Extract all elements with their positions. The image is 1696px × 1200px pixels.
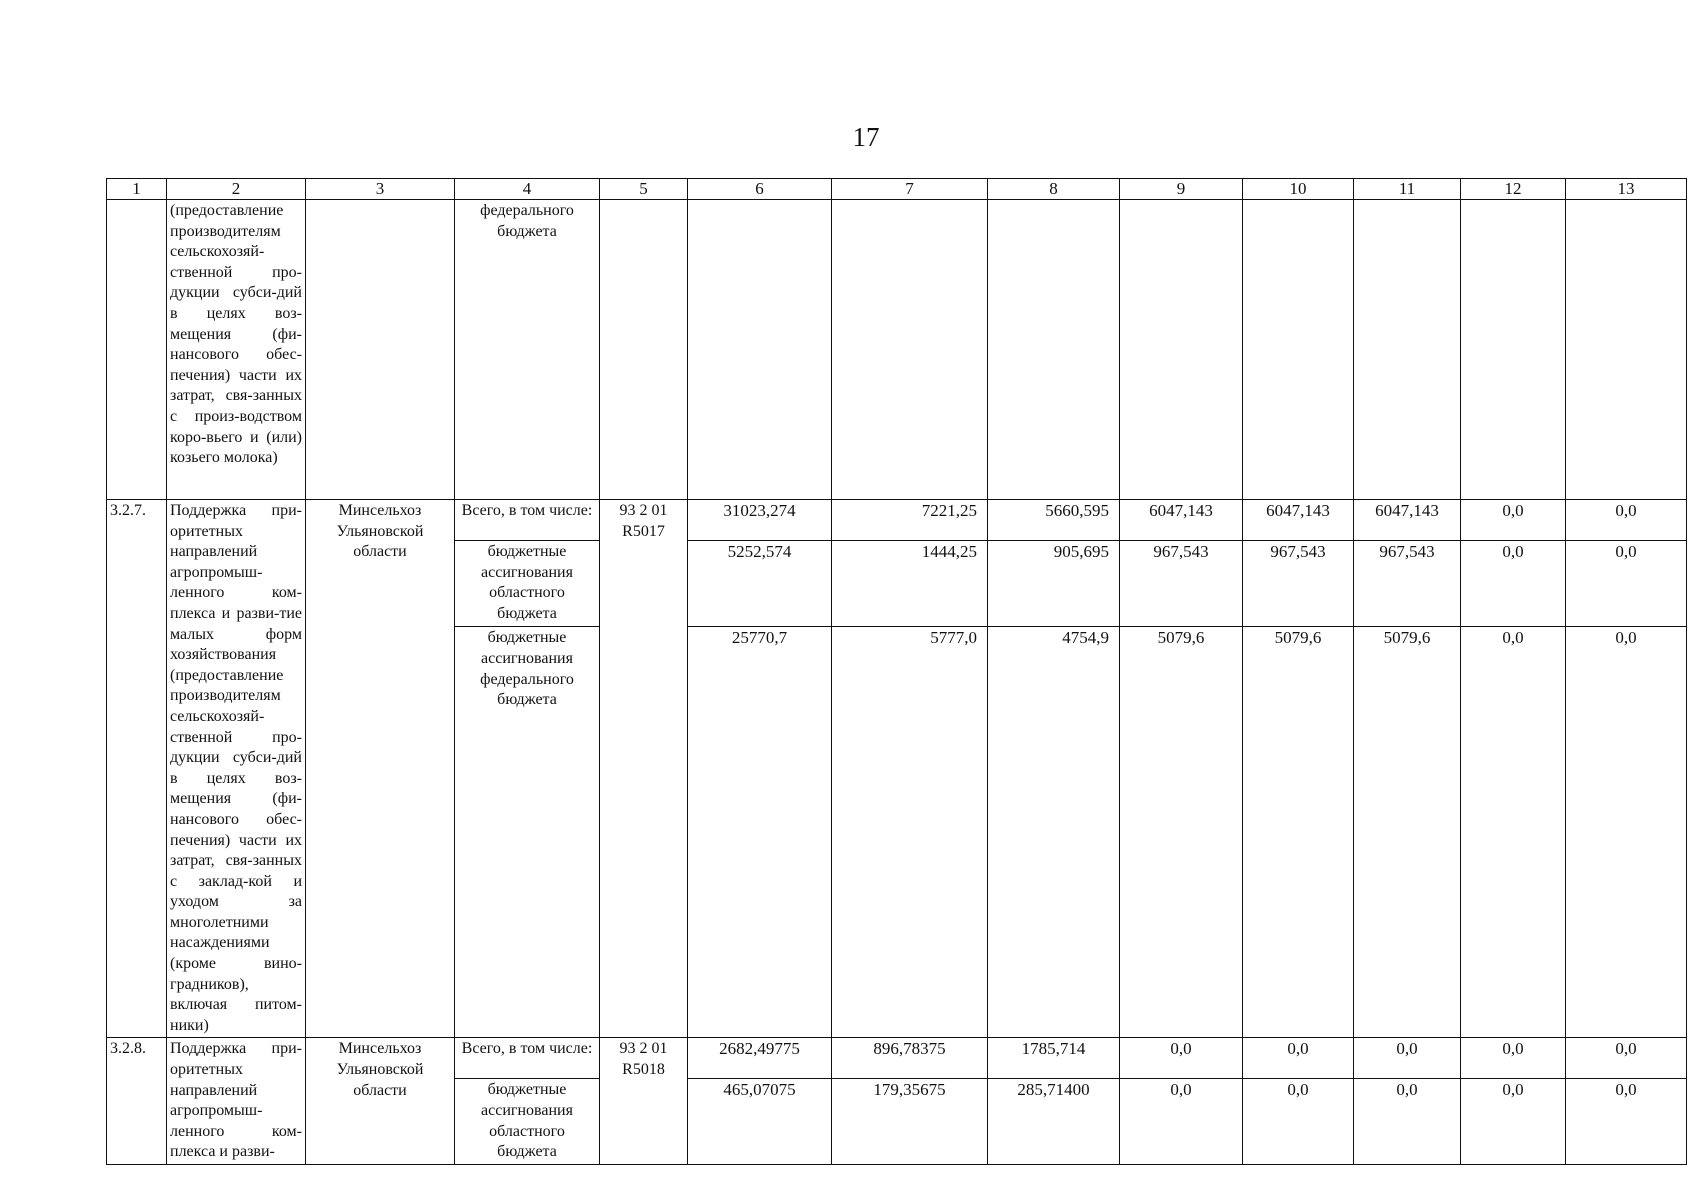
value: 1444,25 (832, 541, 988, 627)
executor: Минсельхоз Ульяновской области (306, 500, 455, 1038)
value: 0,0 (1120, 1038, 1243, 1079)
funding-source: бюджетные ассигнования областного бюджета (455, 1079, 600, 1165)
value: 0,0 (1566, 1038, 1687, 1079)
header-cell: 9 (1120, 179, 1243, 200)
header-cell: 4 (455, 179, 600, 200)
value-total: 31023,274 (688, 500, 832, 541)
value: 0,0 (1566, 627, 1687, 1038)
measure-number: 3.2.7. (107, 500, 167, 1038)
value: 465,07075 (688, 1079, 832, 1165)
header-cell: 2 (167, 179, 306, 200)
header-cell: 1 (107, 179, 167, 200)
budget-code: 93 2 01 R5017 (600, 500, 688, 1038)
value: 0,0 (1461, 541, 1566, 627)
budget-code: 93 2 01 R5018 (600, 1038, 688, 1165)
table-row-continuation (107, 200, 1687, 500)
funding-source: бюджетные ассигнования областного бюджета (455, 541, 600, 627)
value: 4754,9 (988, 627, 1120, 1038)
measure-description: Поддержка при-оритетных направлений агропромыш-ленного ком-плекса и разви- (167, 1038, 306, 1165)
value: 179,35675 (832, 1079, 988, 1165)
value: 967,543 (1120, 541, 1243, 627)
value: 0,0 (1566, 541, 1687, 627)
value: 0,0 (1461, 500, 1566, 541)
value: 6047,143 (1354, 500, 1461, 541)
value: 2682,49775 (688, 1038, 832, 1079)
measure-description: Поддержка при-оритетных направлений агропромыш-ленного ком-плекса и разви-тие малых форм хозяйствования (предоставление производителям сельскохозяй-ственной про-дукции субси-дий в целях воз-мещения (фи-нансового обес-печения) части их затрат, свя-занных с заклад-кой и уходом за многолетними насаждениями (кроме вино-градников), включая питом-ники) (167, 500, 306, 1038)
value: 0,0 (1566, 500, 1687, 541)
value: 0,0 (1566, 1079, 1687, 1165)
value: 0,0 (1354, 1079, 1461, 1165)
value: 5660,595 (988, 500, 1120, 541)
value: 285,71400 (988, 1079, 1120, 1165)
value: 5252,574 (688, 541, 832, 627)
budget-table (106, 178, 1687, 1165)
value: 25770,7 (688, 627, 832, 1038)
value: 0,0 (1243, 1079, 1354, 1165)
funding-source: федерального бюджета (455, 200, 600, 500)
value: 5777,0 (832, 627, 988, 1038)
measure-number: 3.2.8. (107, 1038, 167, 1165)
table-row (107, 1038, 1687, 1079)
value: 0,0 (1243, 1038, 1354, 1079)
value: 905,695 (988, 541, 1120, 627)
header-cell: 12 (1461, 179, 1566, 200)
value: 6047,143 (1120, 500, 1243, 541)
page-number: 17 (852, 122, 880, 152)
value: 967,543 (1243, 541, 1354, 627)
value: 967,543 (1354, 541, 1461, 627)
header-cell: 13 (1566, 179, 1687, 200)
value: 6047,143 (1243, 500, 1354, 541)
header-cell: 8 (988, 179, 1120, 200)
header-cell: 11 (1354, 179, 1461, 200)
funding-source: бюджетные ассигнования федерального бюджета (455, 627, 600, 1038)
value: 1785,714 (988, 1038, 1120, 1079)
funding-source: Всего, в том числе: (455, 1038, 600, 1079)
header-cell: 7 (832, 179, 988, 200)
value: 5079,6 (1243, 627, 1354, 1038)
measure-description: (предоставление производителям сельскохозяй-ственной про-дукции субси-дий в целях воз-мещения (фи-нансового обес-печения) части их затрат, свя-занных с произ-водством коро-вьего и (или) козьего молока) (167, 200, 306, 500)
header-cell: 6 (688, 179, 832, 200)
funding-source: Всего, в том числе: (455, 500, 600, 541)
value: 0,0 (1461, 1038, 1566, 1079)
executor: Минсельхоз Ульяновской области (306, 1038, 455, 1165)
header-row (107, 179, 1687, 200)
value: 0,0 (1354, 1038, 1461, 1079)
header-cell: 3 (306, 179, 455, 200)
value-2019: 7221,25 (832, 500, 988, 541)
header-cell: 10 (1243, 179, 1354, 200)
value: 5079,6 (1120, 627, 1243, 1038)
value: 0,0 (1120, 1079, 1243, 1165)
value: 0,0 (1461, 627, 1566, 1038)
value: 0,0 (1461, 1079, 1566, 1165)
value: 5079,6 (1354, 627, 1461, 1038)
value: 896,78375 (832, 1038, 988, 1079)
table-row (107, 500, 1687, 541)
header-cell: 5 (600, 179, 688, 200)
